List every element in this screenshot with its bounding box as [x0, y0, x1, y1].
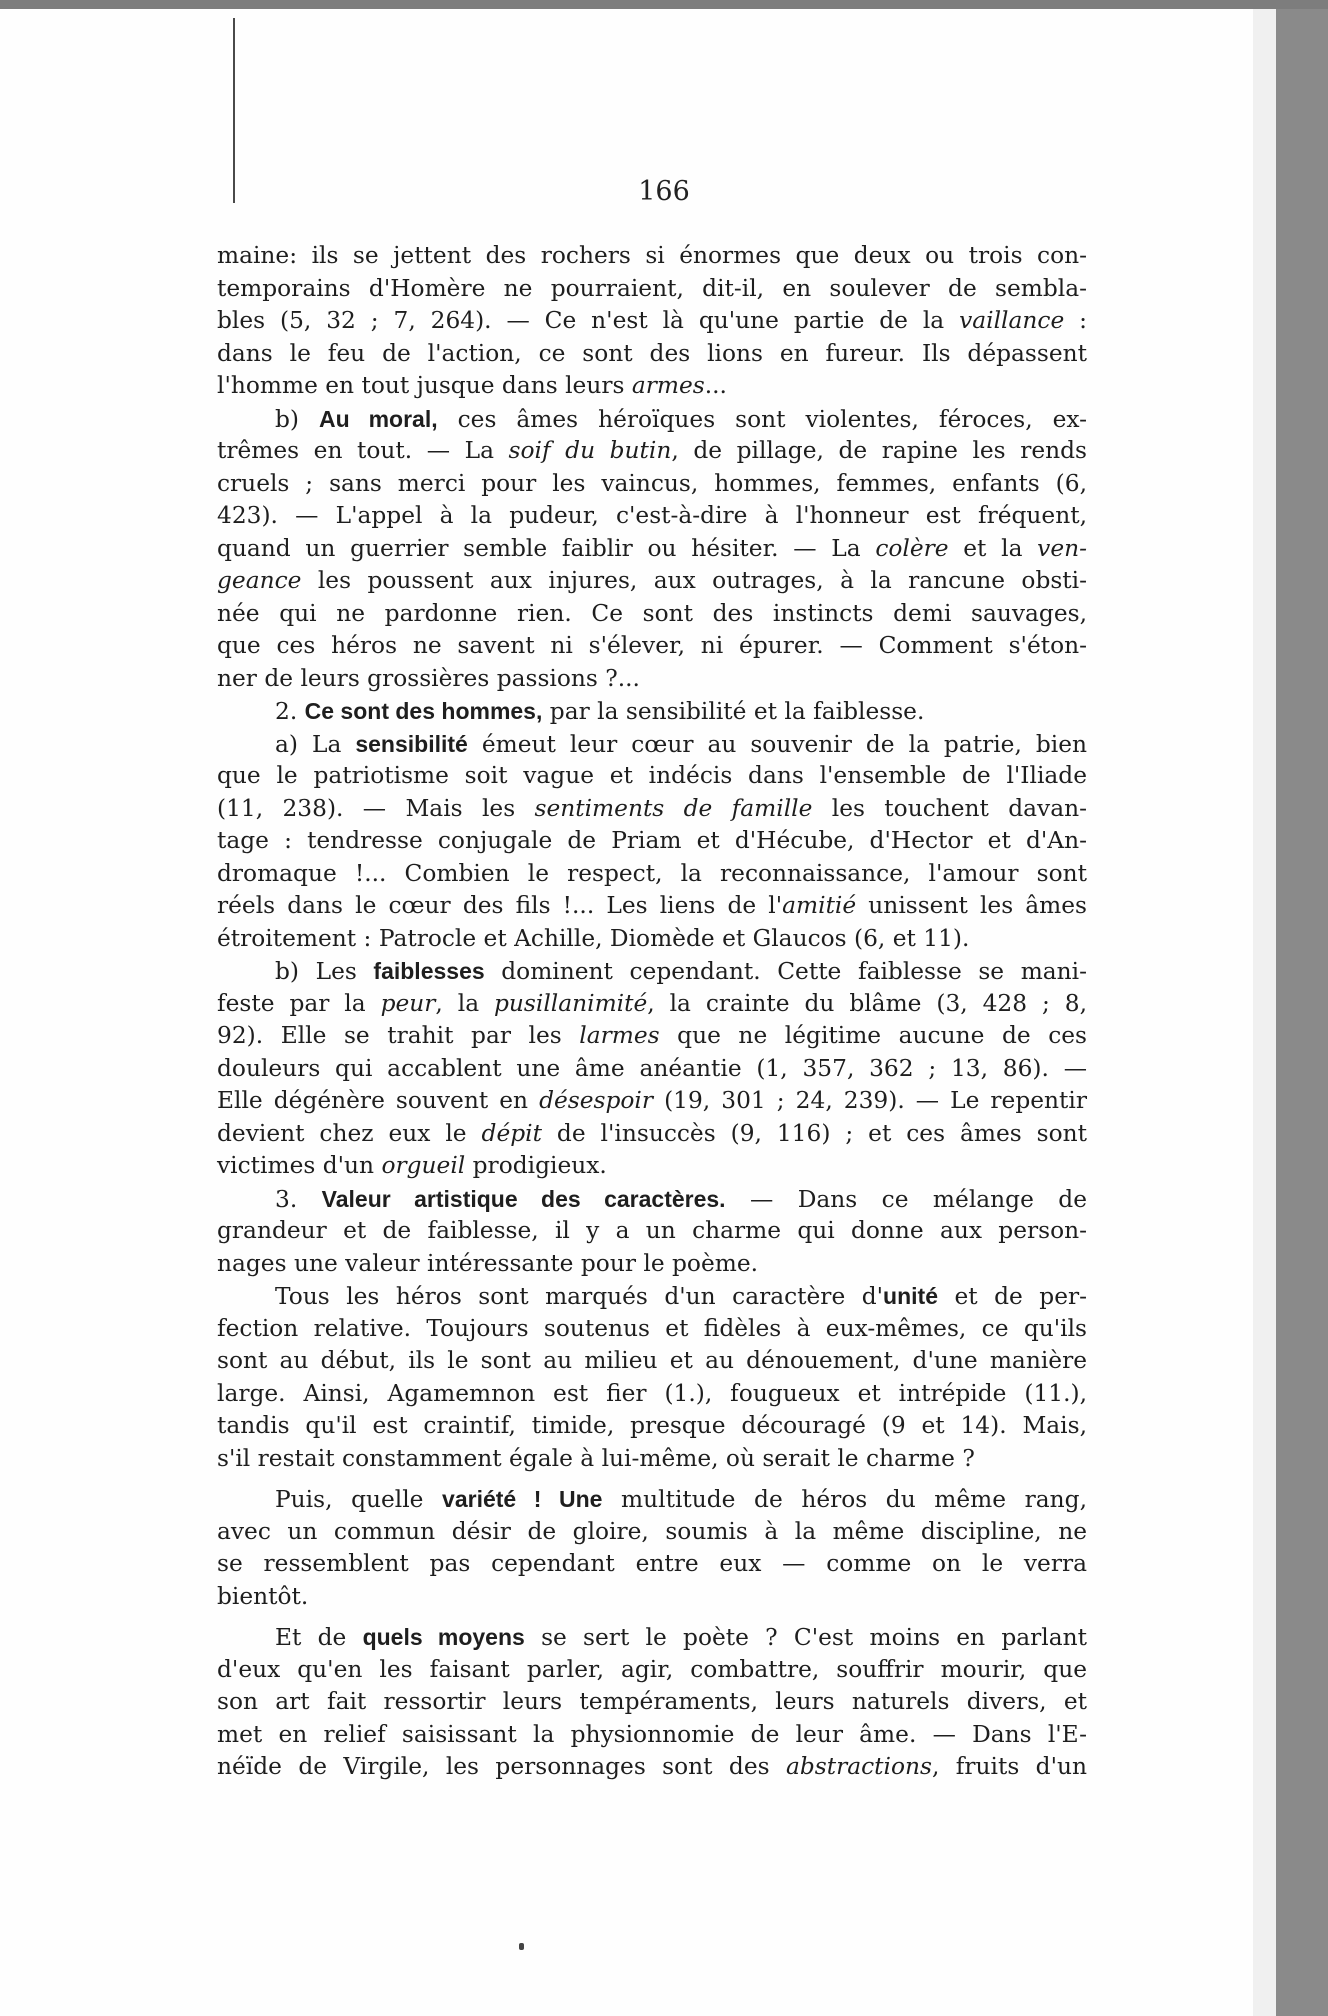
text-line: [217, 793, 1087, 826]
text-run: devient chez eux le: [217, 1119, 482, 1147]
text-line: [217, 240, 1087, 273]
text-run: met en relief saisissant la physionnomie de leur âme. — Dans l'E-: [217, 1720, 1087, 1748]
text-run: dans le feu de l'action, ce sont des lions en fureur. Ils dépassent: [217, 339, 1087, 367]
italic-run: désespoir: [539, 1087, 654, 1114]
text-line: [217, 435, 1087, 468]
text-run: que le patriotisme soit vague et indécis dans l'ensemble de l'Iliade: [217, 762, 1087, 789]
text-line: [217, 858, 1087, 891]
text-run: grandeur et de faiblesse, il y a un charme qui donne aux person-: [217, 1217, 1087, 1244]
text-line: [217, 273, 1087, 306]
text-run: multitude de héros du même rang,: [602, 1486, 1087, 1513]
text-line: [217, 1183, 1087, 1216]
text-run: réels dans le cœur des fils !... Les liens de l': [217, 892, 783, 919]
text-run: avec un commun désir de gloire, soumis à la même discipline, ne: [217, 1517, 1087, 1545]
text-run: se sert le poète ? C'est moins en parlant: [524, 1624, 1087, 1651]
text-run: que ne légitime aucune de ces: [659, 1022, 1087, 1049]
text-line: [217, 760, 1087, 793]
text-line: [217, 1378, 1087, 1411]
text-run: dominent cependant. Cette faiblesse se mani-: [484, 958, 1088, 985]
text-line: [217, 890, 1087, 923]
text-run: 423). — L'appel à la pudeur, c'est-à-dire à l'honneur est fréquent,: [217, 502, 1087, 529]
text-run: que ces héros ne savent ni s'élever, ni épurer. — Comment s'éton-: [217, 632, 1087, 659]
bold-run: variété ! Une: [442, 1486, 603, 1512]
text-run: cruels ; sans merci pour les vaincus, hommes, femmes, enfants (6,: [217, 469, 1087, 497]
text-line: [217, 1345, 1087, 1378]
text-run: les poussent aux injures, aux outrages, à la rancune obsti-: [301, 567, 1087, 594]
text-run: maine: ils se jettent des rochers si énormes que deux ou trois con-: [217, 242, 1087, 269]
text-line: [217, 305, 1087, 338]
italic-run: armes: [631, 372, 705, 399]
italic-run: geance: [217, 567, 302, 594]
text-line: [217, 338, 1087, 371]
text-run: unissent les âmes: [856, 892, 1087, 919]
text-line: [217, 663, 1087, 696]
text-run: tage : tendresse conjugale de Priam et d'Hécube, d'Hector et d'An-: [217, 827, 1087, 854]
text-line: [217, 500, 1087, 533]
ink-dot: [519, 1943, 524, 1950]
text-run: 92). Elle se trahit par les: [217, 1022, 580, 1049]
italic-run: abstractions: [785, 1753, 932, 1780]
text-line: [217, 1621, 1087, 1654]
text-run: temporains d'Homère ne pourraient, dit-il, en soulever de sembla-: [217, 274, 1087, 302]
text-run: large. Ainsi, Agamemnon est fier (1.), fougueux et intrépide (11.),: [217, 1379, 1087, 1407]
text-line: [217, 988, 1087, 1021]
bold-run: faiblesses: [373, 958, 485, 984]
text-line: [217, 728, 1087, 761]
text-run: et la: [948, 534, 1038, 562]
text-line: [217, 1020, 1087, 1053]
text-line: [217, 1751, 1087, 1784]
text-run: Et de: [275, 1624, 363, 1651]
text-run: ces âmes héroïques sont violentes, féroces, ex-: [437, 405, 1087, 433]
page-number: 166: [638, 176, 690, 207]
text-line: [217, 1483, 1087, 1516]
text-line: [217, 695, 1087, 728]
text-line: [217, 533, 1087, 566]
italic-run: amitié: [782, 892, 857, 919]
text-line: [217, 1443, 1087, 1476]
text-run: née qui ne pardonne rien. Ce sont des instincts demi sauvages,: [217, 599, 1087, 627]
text-run: sont au début, ils le sont au milieu et au dénouement, d'une manière: [217, 1347, 1087, 1374]
text-line: [217, 598, 1087, 631]
text-line: [217, 1686, 1087, 1719]
text-line: [217, 923, 1087, 956]
text-run: (19, 301 ; 24, 239). — Le repentir: [653, 1087, 1087, 1114]
text-line: [217, 1053, 1087, 1086]
text-run: 2.: [275, 698, 305, 725]
text-run: fection relative. Toujours soutenus et fidèles à eux-mêmes, ce qu'ils: [217, 1314, 1087, 1342]
text-run: , fruits d'un: [931, 1753, 1087, 1780]
text-line: [217, 1548, 1087, 1581]
text-run: émeut leur cœur au souvenir de la patrie, bien: [467, 730, 1088, 758]
text-line: [217, 1280, 1087, 1313]
text-run: prodigieux.: [465, 1152, 607, 1179]
text-run: de l'insuccès (9, 116) ; et ces âmes sont: [541, 1119, 1087, 1147]
text-line: [217, 630, 1087, 663]
text-line: [217, 1248, 1087, 1281]
text-line: [217, 1313, 1087, 1346]
text-line: [217, 1215, 1087, 1248]
text-line: [217, 1581, 1087, 1614]
text-run: douleurs qui accablent une âme anéantie (1, 357, 362 ; 13, 86). —: [217, 1054, 1087, 1082]
italic-run: ven-: [1037, 534, 1087, 562]
page-body-text: [217, 240, 1087, 1784]
text-run: Tous les héros sont marqués d'un caractère d': [275, 1283, 884, 1310]
text-run: l'homme en tout jusque dans leurs: [217, 372, 632, 399]
italic-run: sentiments de famille: [534, 794, 813, 822]
text-line: [217, 403, 1087, 436]
text-run: — Dans ce mélange de: [725, 1185, 1087, 1213]
text-line: [217, 468, 1087, 501]
text-run: :: [1064, 307, 1087, 334]
italic-run: pusillanimité: [494, 989, 648, 1017]
text-line: [217, 1516, 1087, 1549]
text-run: son art fait ressortir leurs tempéraments, leurs naturels divers, et: [217, 1688, 1087, 1715]
text-run: bientôt.: [217, 1582, 309, 1610]
text-run: d'eux qu'en les faisant parler, agir, combattre, souffrir mourir, que: [217, 1655, 1087, 1683]
italic-run: larmes: [579, 1022, 660, 1049]
text-run: nages une valeur intéressante pour le poème.: [217, 1249, 759, 1277]
text-run: tandis qu'il est craintif, timide, presque découragé (9 et 14). Mais,: [217, 1412, 1087, 1439]
italic-run: orgueil: [381, 1152, 466, 1179]
bold-run: Valeur artistique des caractères.: [321, 1185, 726, 1212]
italic-run: peur: [380, 989, 436, 1017]
text-run: quand un guerrier semble faiblir ou hésiter. — La: [217, 534, 876, 562]
text-line: [217, 1085, 1087, 1118]
italic-run: soif du butin: [508, 437, 672, 464]
text-run: , la: [435, 989, 495, 1017]
text-run: par la sensibilité et la faiblesse.: [542, 698, 925, 725]
text-line: [217, 1150, 1087, 1183]
text-run: , de pillage, de rapine les rends: [671, 437, 1087, 464]
italic-run: dépit: [481, 1119, 542, 1147]
text-run: dromaque !... Combien le respect, la reconnaissance, l'amour sont: [217, 859, 1087, 887]
bold-run: Au moral,: [318, 405, 438, 432]
bold-run: sensibilité: [355, 730, 468, 757]
text-run: Elle dégénère souvent en: [217, 1087, 540, 1114]
italic-run: vaillance: [959, 307, 1065, 334]
text-run: ...: [704, 372, 727, 399]
text-run: Puis, quelle: [275, 1486, 443, 1513]
text-line: [217, 1118, 1087, 1151]
text-run: et de per-: [938, 1283, 1087, 1310]
text-line: [217, 825, 1087, 858]
text-line: [217, 370, 1087, 403]
italic-run: colère: [875, 534, 949, 562]
text-line: [217, 955, 1087, 988]
text-run: 3.: [275, 1185, 322, 1213]
scan-right-edge: [1276, 9, 1328, 2016]
text-run: a) La: [275, 730, 356, 758]
bold-run: quels moyens: [362, 1624, 525, 1650]
text-run: se ressemblent pas cependant entre eux — comme on le verra: [217, 1550, 1087, 1577]
text-run: b) Les: [275, 958, 374, 985]
text-run: trêmes en tout. — La: [217, 437, 509, 464]
text-run: ner de leurs grossières passions ?...: [217, 664, 640, 692]
text-run: étroitement : Patrocle et Achille, Diomède et Glaucos (6, et 11).: [217, 924, 970, 952]
text-line: [217, 1654, 1087, 1687]
bold-run: Ce sont des hommes,: [304, 698, 543, 724]
bold-run: unité: [883, 1283, 938, 1309]
text-run: victimes d'un: [217, 1152, 382, 1179]
text-run: (11, 238). — Mais les: [217, 794, 535, 822]
text-run: feste par la: [217, 989, 381, 1017]
scan-top-edge: [0, 0, 1328, 9]
text-run: les touchent davan-: [812, 794, 1087, 822]
text-run: néïde de Virgile, les personnages sont des: [217, 1753, 786, 1780]
text-run: , la crainte du blâme (3, 428 ; 8,: [647, 989, 1088, 1017]
text-line: [217, 565, 1087, 598]
text-run: b): [275, 405, 319, 433]
text-run: bles (5, 32 ; 7, 264). — Ce n'est là qu'une partie de la: [217, 307, 960, 334]
text-line: [217, 1719, 1087, 1752]
text-line: [217, 1410, 1087, 1443]
text-run: s'il restait constamment égale à lui-même, où serait le charme ?: [217, 1444, 975, 1472]
page-gutter: [1253, 9, 1276, 2016]
